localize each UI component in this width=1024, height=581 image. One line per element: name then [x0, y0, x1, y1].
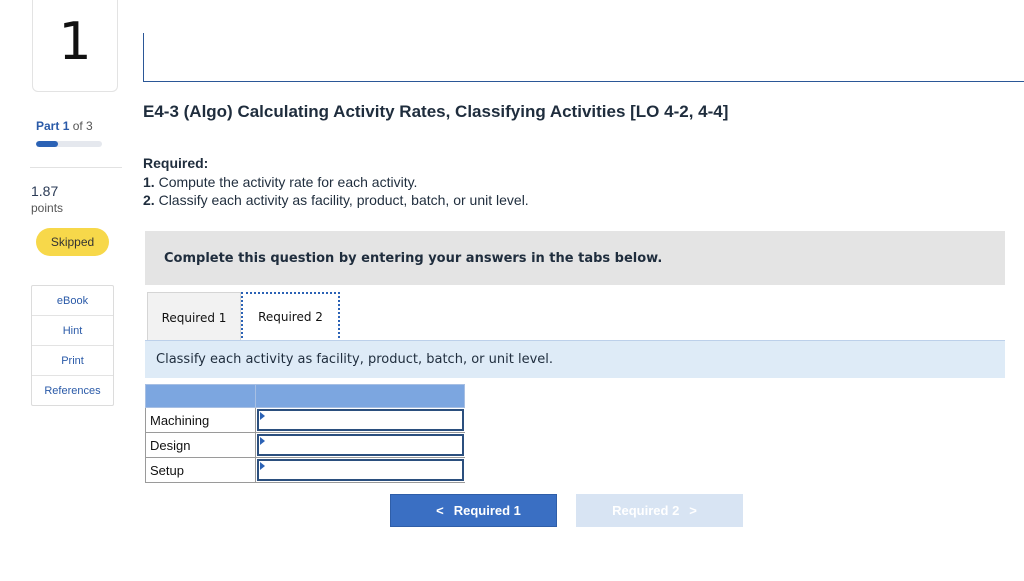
chevron-right-icon: >: [689, 503, 697, 518]
activity-label: Machining: [145, 408, 256, 433]
points-label: points: [31, 201, 64, 215]
required-item-2: [143, 192, 529, 208]
classification-cell: [256, 433, 465, 458]
part-progress-fill: [36, 141, 58, 147]
part-label: Part: [36, 119, 60, 133]
dropdown-caret-icon: [260, 437, 265, 445]
required-item-2-text: Classify each activity as facility, product, batch, or unit level.: [158, 192, 529, 208]
table-row: [145, 408, 465, 433]
panel-instruction: Classify each activity as facility, product, batch, or unit level.: [145, 341, 1005, 378]
classification-cell: [256, 458, 465, 483]
classification-dropdown-setup[interactable]: [257, 459, 464, 481]
hint-link[interactable]: Hint: [32, 316, 113, 346]
sidebar-divider: [30, 167, 122, 168]
prev-required-label: Required 1: [453, 503, 521, 518]
question-header-field: [143, 33, 1024, 82]
table-header-row: [145, 384, 465, 408]
question-number: 1: [58, 12, 92, 72]
references-link[interactable]: References: [44, 384, 101, 397]
part-current: 1: [62, 119, 70, 133]
activity-label: Design: [145, 433, 256, 458]
part-indicator: [36, 119, 93, 133]
next-required-label: Required 2: [612, 503, 680, 518]
question-number-box: [32, 0, 118, 92]
instruction-banner: Complete this question by entering your answers in the tabs below.: [145, 231, 1005, 285]
table-row: [145, 433, 465, 458]
required-heading: Required:: [143, 155, 209, 171]
chevron-left-icon: <: [436, 503, 444, 518]
table-header-classification: [256, 384, 465, 408]
classification-cell: [256, 408, 465, 433]
tab-required-1[interactable]: Required 1: [147, 292, 241, 342]
dropdown-caret-icon: [260, 412, 265, 420]
question-title: E4-3 (Algo) Calculating Activity Rates, Classifying Activities [LO 4-2, 4-4]: [143, 102, 729, 121]
next-required-button[interactable]: [576, 494, 743, 527]
resource-links: [31, 285, 114, 406]
table-header-activity: [145, 384, 256, 408]
classification-table: [145, 384, 465, 483]
status-badge: Skipped: [36, 228, 109, 256]
prev-required-button[interactable]: [390, 494, 557, 527]
required-item-1-text: Compute the activity rate for each activity.: [158, 174, 418, 190]
print-link[interactable]: Print: [32, 346, 113, 376]
required-item-2-number: 2.: [143, 192, 155, 208]
ebook-link[interactable]: eBook: [32, 286, 113, 316]
classification-dropdown-machining[interactable]: [257, 409, 464, 431]
part-total: of 3: [72, 119, 93, 133]
required-item-1-number: 1.: [143, 174, 155, 190]
dropdown-caret-icon: [260, 462, 265, 470]
activity-label: Setup: [145, 458, 256, 483]
table-row: [145, 458, 465, 483]
tab-required-2[interactable]: Required 2: [241, 292, 340, 342]
classification-dropdown-design[interactable]: [257, 434, 464, 456]
required-item-1: [143, 174, 417, 190]
part-progress-bar: [36, 141, 102, 147]
points-value: 1.87: [31, 183, 59, 199]
